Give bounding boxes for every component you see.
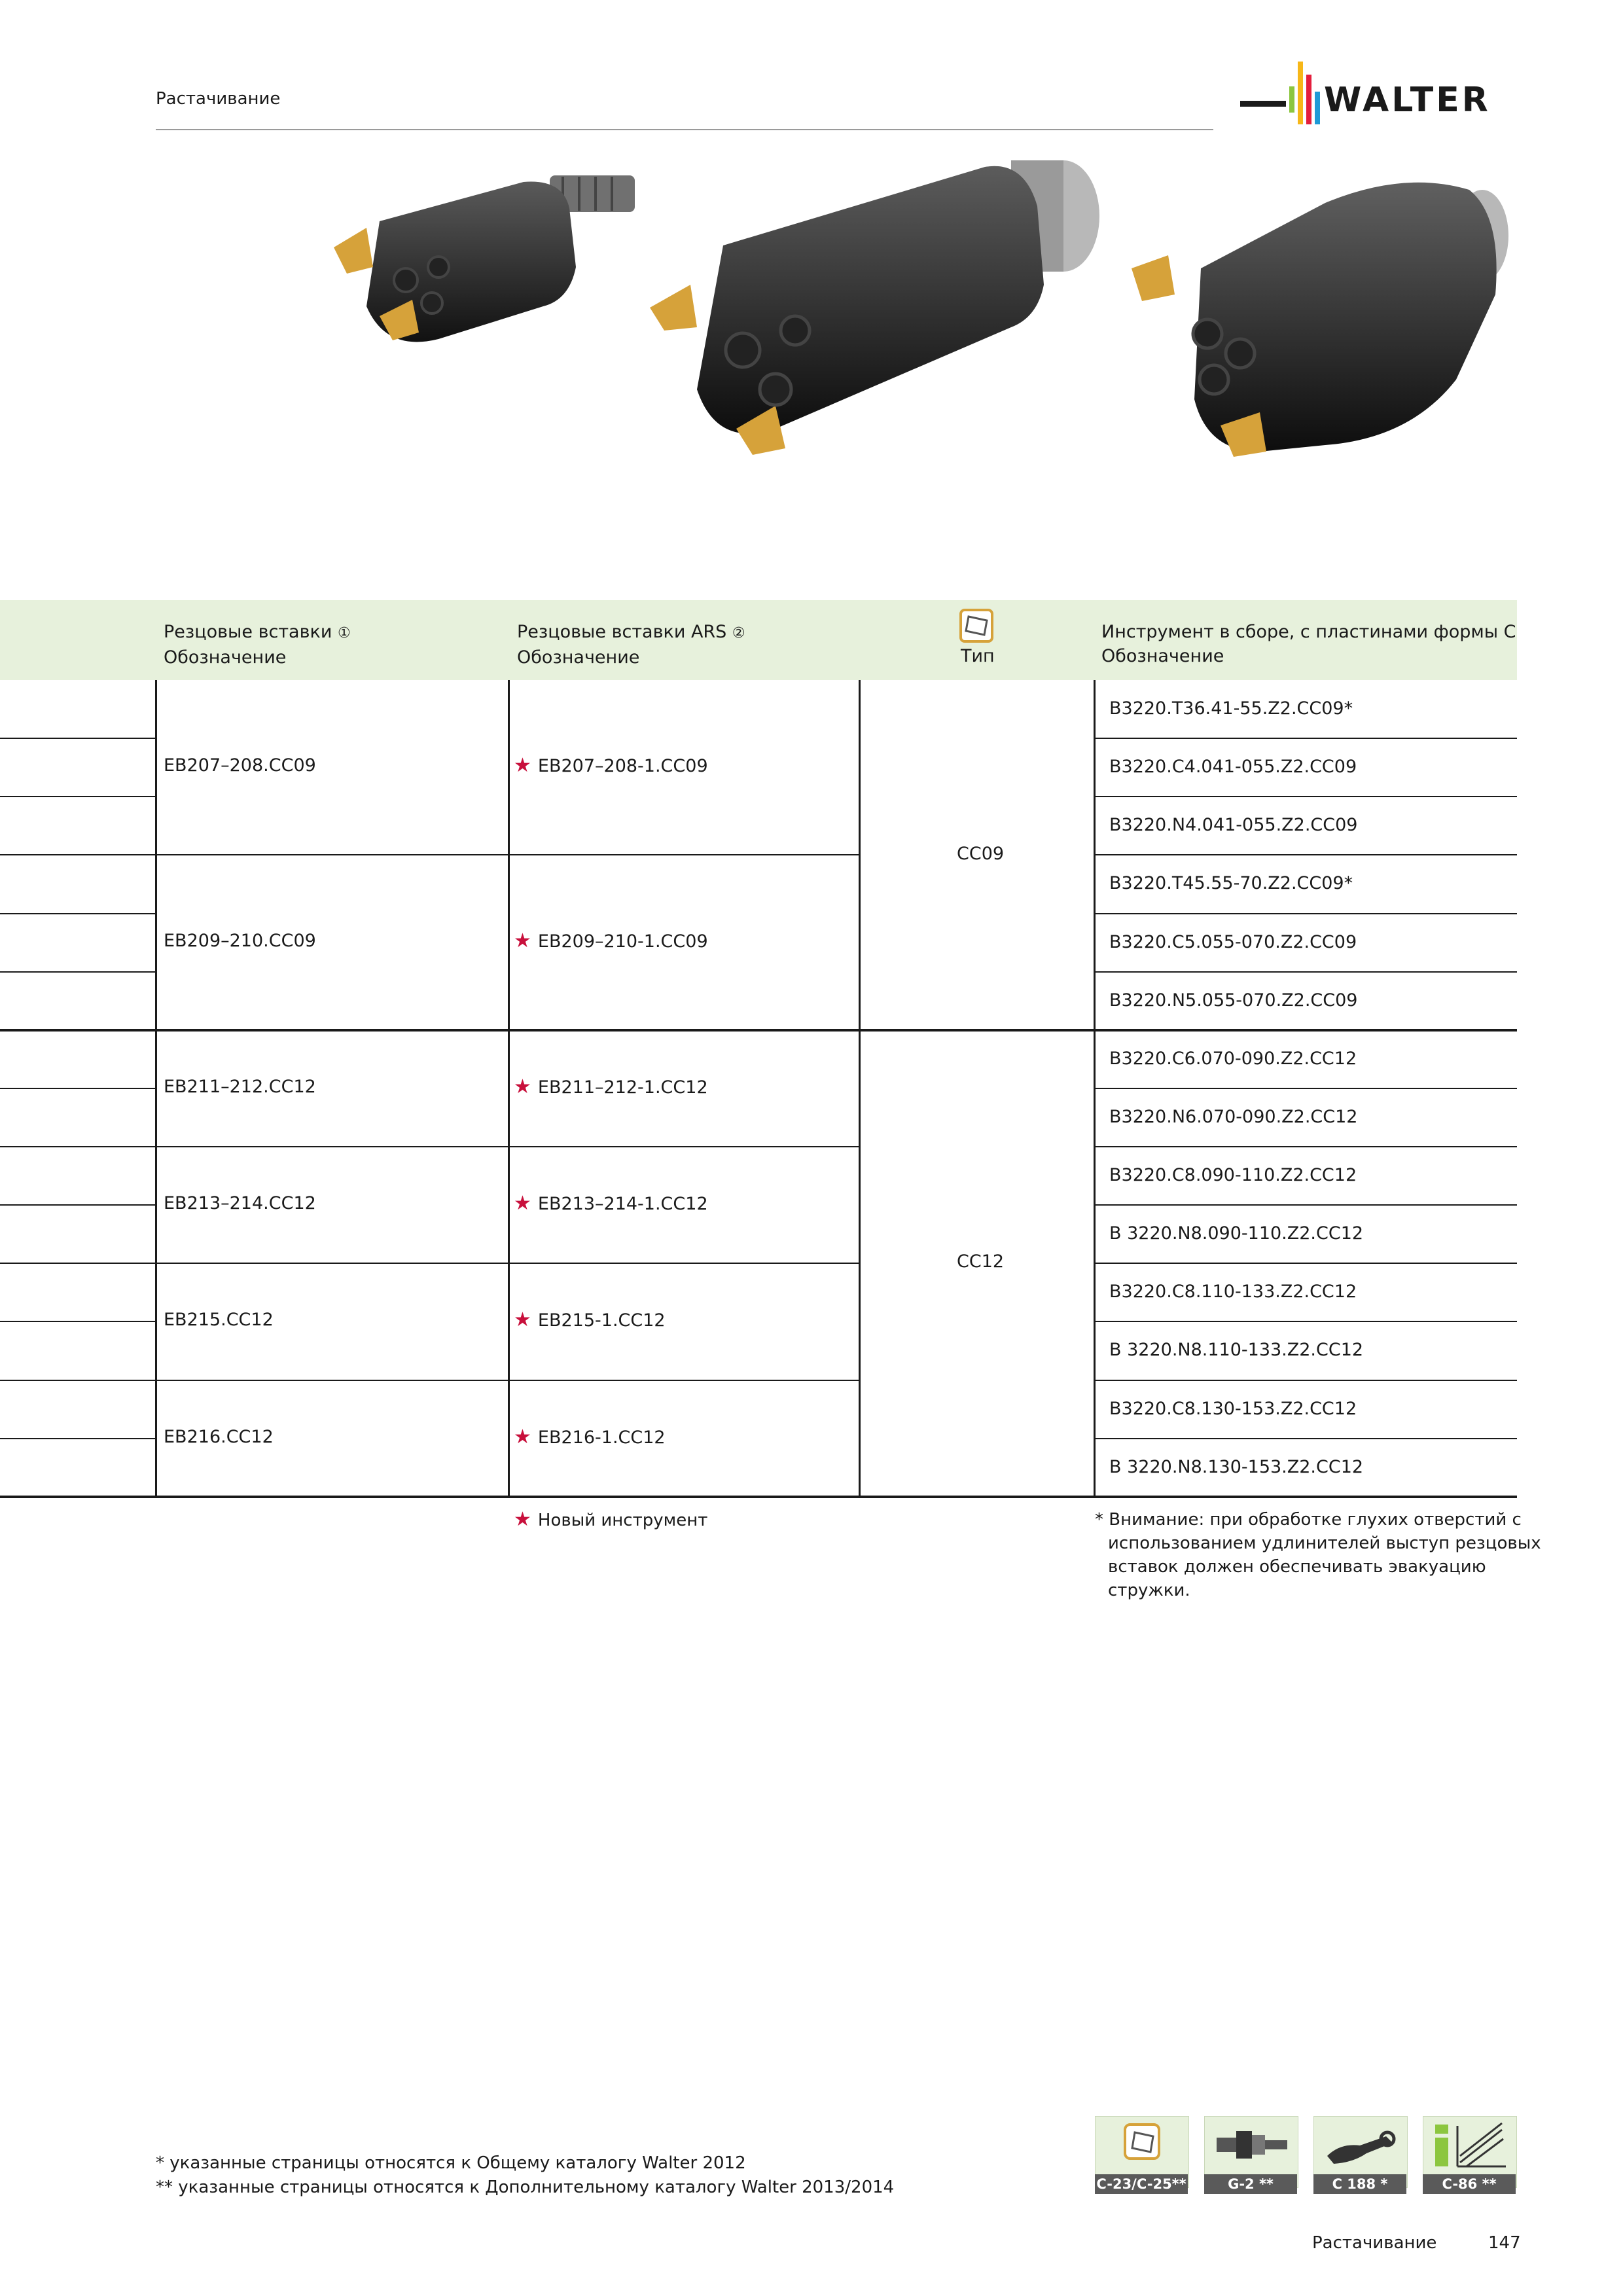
ars-designation: ★ EB209–210-1.CC09 [514,929,708,952]
row-divider [0,971,155,973]
ars-designation: ★ EB216-1.CC12 [514,1426,666,1448]
tool-designation: B3220.N4.041-055.Z2.CC09 [1109,815,1358,835]
insert-designation: EB211–212.CC12 [164,1077,316,1097]
boring-tool-image-large [645,154,1119,478]
insert-designation: EB215.CC12 [164,1310,274,1330]
new-tool-star-icon: ★ [514,1075,531,1098]
insert-icon [1096,2117,1188,2174]
catalog-ref-handbook-label: C 188 * [1313,2174,1406,2194]
insert-designation: EB209–210.CC09 [164,931,316,951]
hand-wrench-icon [1314,2117,1407,2174]
insert-type: CC09 [957,844,1005,864]
col-divider [1094,680,1096,1498]
row-divider [1094,796,1517,797]
row-divider [1094,971,1517,973]
insert-type: CC12 [957,1251,1005,1272]
tool-designation: B3220.C6.070-090.Z2.CC12 [1109,1049,1357,1069]
tool-designation: B3220.T36.41-55.Z2.CC09* [1109,698,1353,719]
row-divider [0,1321,155,1322]
row-divider [1094,1146,1517,1147]
col-ars-header: Резцовые вставки ARS ② Обозначение [517,622,745,668]
table-bottom-rule [0,1496,1517,1498]
new-tool-star-icon: ★ [514,1308,531,1331]
row-divider [0,1438,155,1439]
holder-icon [1205,2117,1298,2174]
page-number: 147 [1488,2233,1521,2253]
footnote-catalog-2013: ** указанные страницы относятся к Дополнительному каталогу Walter 2013/2014 [156,2178,895,2197]
info-chart-icon [1423,2117,1516,2174]
row-divider [1094,1380,1517,1381]
tool-designation: B 3220.N8.110-133.Z2.CC12 [1109,1340,1364,1360]
col-insert-header: Резцовые вставки ① Обозначение [164,622,351,668]
tool-designation: B 3220.N8.130-153.Z2.CC12 [1109,1457,1364,1477]
ars-designation: ★ EB211–212-1.CC12 [514,1075,708,1098]
col-type-header: Тип [961,646,995,666]
row-divider [1094,1263,1517,1264]
row-divider [1094,1321,1517,1322]
tool-designation: B 3220.N8.090-110.Z2.CC12 [1109,1223,1364,1244]
row-divider [0,1380,859,1381]
col-divider [155,680,157,1498]
tool-designation: B3220.N5.055-070.Z2.CC09 [1109,990,1358,1011]
insert-designation: EB207–208.CC09 [164,755,316,776]
ars-designation: ★ EB207–208-1.CC09 [514,754,708,777]
tool-designation: B3220.C8.130-153.Z2.CC12 [1109,1399,1357,1419]
tool-designation: B3220.N6.070-090.Z2.CC12 [1109,1107,1358,1127]
row-divider [0,1146,859,1147]
insert-designation: EB216.CC12 [164,1427,274,1447]
row-divider [1094,1438,1517,1439]
insert-shape-c-icon [958,607,995,644]
tool-designation: B3220.C8.090-110.Z2.CC12 [1109,1165,1357,1185]
row-divider [0,738,155,739]
new-tool-star-icon: ★ [514,929,531,952]
row-divider [0,796,155,797]
col-divider [859,680,861,1498]
tool-designation: B3220.C5.055-070.Z2.CC09 [1109,932,1357,952]
ars-designation: ★ EB215-1.CC12 [514,1308,666,1331]
tool-designation: B3220.C4.041-055.Z2.CC09 [1109,757,1357,777]
tool-designation: B3220.C8.110-133.Z2.CC12 [1109,1282,1357,1302]
tool-designation: B3220.T45.55-70.Z2.CC09* [1109,873,1353,893]
footer-section-title: Растачивание [1312,2233,1437,2253]
boring-tool-image-medium [1129,164,1515,478]
footnote-catalog-2012: * указанные страницы относятся к Общему каталогу Walter 2012 [156,2153,746,2173]
insert-designation: EB213–214.CC12 [164,1193,316,1213]
boring-tool-image-small [327,169,641,373]
new-tool-star-icon: ★ [514,754,531,777]
walter-logo [1240,62,1522,127]
row-divider [1094,1204,1517,1206]
header-divider [156,129,1213,130]
warning-note: * Внимание: при обработке глухих отверстий с использованием удлинителей выступ резцовых вставок должен обеспечивать эвакуацию стружки. [1095,1510,1541,1600]
section-title: Растачивание [156,89,281,109]
brand-wordmark: WALTER [1324,81,1491,120]
catalog-ref-insert-label: C-23/C-25** [1095,2174,1188,2194]
row-divider [1094,1088,1517,1089]
catalog-ref-holder-label: G-2 ** [1204,2174,1297,2194]
row-divider [1094,913,1517,914]
row-divider [0,1204,155,1206]
row-divider [0,913,155,914]
new-tool-star-icon: ★ [514,1508,531,1531]
col-tool-header: Инструмент в сборе, с пластинами формы С Обозначение [1101,622,1516,666]
group-divider [0,1029,1517,1031]
row-divider [1094,854,1517,855]
catalog-ref-info-label: C-86 ** [1423,2174,1516,2194]
new-tool-legend: ★ Новый инструмент [514,1508,708,1531]
new-tool-star-icon: ★ [514,1192,531,1215]
ars-designation: ★ EB213–214-1.CC12 [514,1192,708,1215]
new-tool-star-icon: ★ [514,1426,531,1448]
row-divider [0,1088,155,1089]
row-divider [1094,738,1517,739]
col-divider [508,680,510,1498]
row-divider [0,854,859,855]
row-divider [0,1263,859,1264]
